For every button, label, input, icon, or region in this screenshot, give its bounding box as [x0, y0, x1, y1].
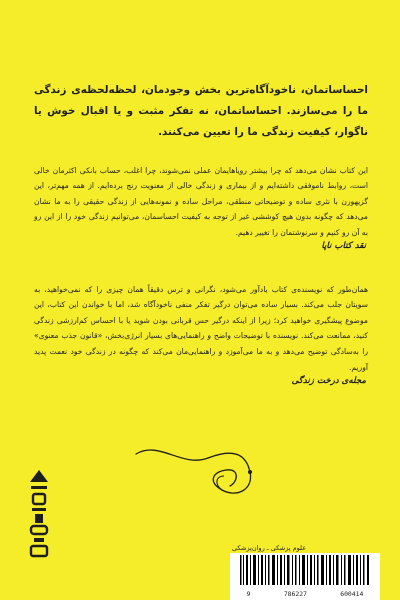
- barcode-bars: [240, 555, 370, 585]
- publisher-logo-icon: [24, 468, 54, 563]
- barcode-digits-1: 9: [246, 590, 251, 598]
- category-label: علوم پزشکی ـ روان‌پزشکی: [232, 544, 307, 552]
- barcode-digits-2: 786227: [283, 590, 307, 598]
- barcode-icon: [230, 553, 380, 600]
- spiral-line-art-icon: [134, 432, 274, 502]
- review-1-text: این کتاب نشان می‌دهد که چرا بیشتر رویاهایمان عملی نمی‌شوند، چرا اغلب، حساب بانکی اکثرمان خالی است، روابط ناموفقی داشته‌ایم و از بیماری و زندگی خالی از معنویت رنج برده‌ایم. از همه مهم‌تر، این گزیهورن با نثری ساده و توضیحاتی منطقی، مراحل ساده و نمونه‌هایی از زندگی حقیقی را به ما نشان می‌دهد که چگونه بدون هیچ کوششی غیر از توجه به کیفیت احساسمان، می‌توانیم زندگی خود را از این رو به آن رو کنیم و سرنوشتمان را تغییر دهیم.: [34, 165, 368, 237]
- review-1-source: نقد کتاب ناپا: [321, 241, 366, 251]
- barcode-number: [230, 590, 380, 598]
- review-2-text: همان‌طور که نویسنده‌ی کتاب یادآور می‌شود، نگرانی و ترس دقیقاً همان چیزی را که نمی‌خواهید، به سویتان جلب می‌کند. بسیار ساده می‌توان درگیر تفکر منفی ناخودآگاه شد، اما با خواندن این کتاب، این موضوع پیشگیری خواهید کرد؛ زیرا از اینکه درگیر حس قربانی بودن شوید یا با احساس کم‌ارزشی زندگی کنید، ممانعت می‌کند. نویسنده با توضیحات واضح و راهنمایی‌های بسیار انرژی‌بخش، «قانون جذب معنوی» را به‌سادگی توضیح می‌دهد و به ما می‌آموزد و راهنمایی‌مان می‌کند که چگونه در زندگی خود نعمت پدید آوریم.: [34, 284, 368, 372]
- intro-paragraph: احساساتمان، ناخودآگاه‌ترین بخش وجودمان، لحظه‌لحظه‌ی زندگی ما را می‌سازند. احساساتمان، نه تفکر مثبت و یا اقبال خوش یا ناگوار، کیفیت زندگی ما را تعیین می‌کنند.: [34, 84, 368, 139]
- barcode-digits-3: 600414: [340, 590, 364, 598]
- review-2-source: مجله‌ی درخت زندگی: [291, 376, 366, 386]
